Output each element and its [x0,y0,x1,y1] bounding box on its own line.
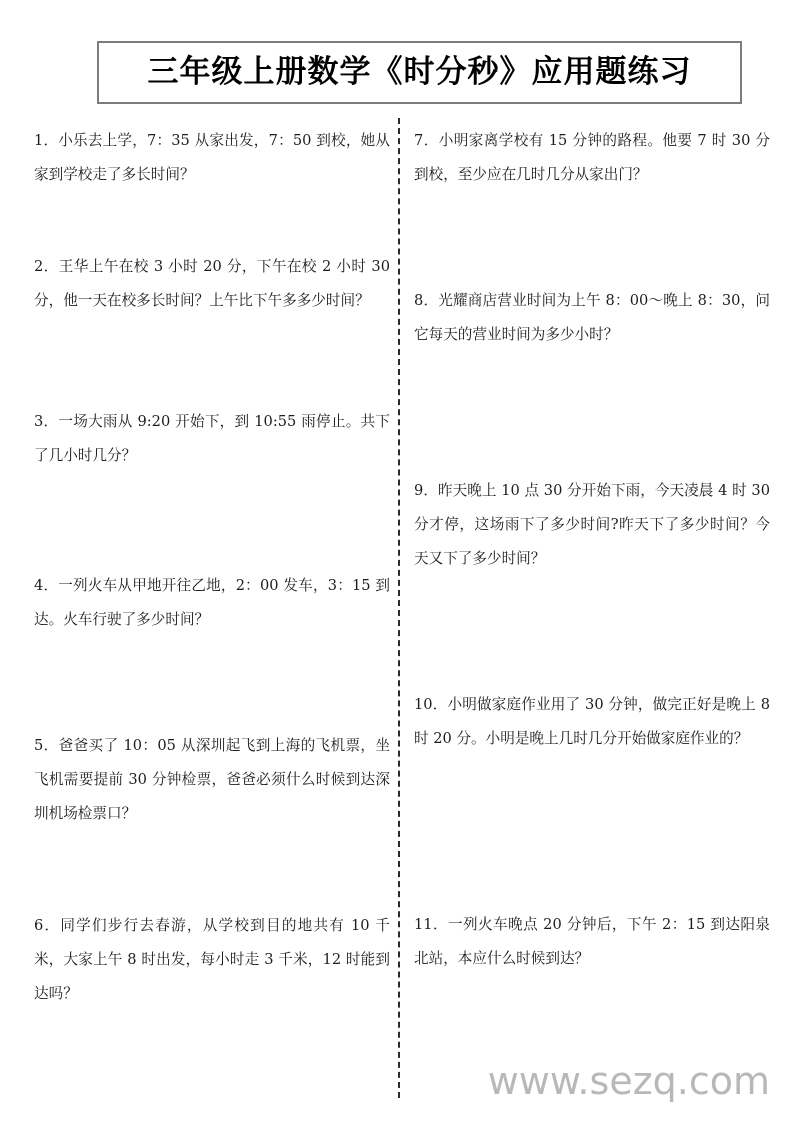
question-item-10: 10．小明做家庭作业用了 30 分钟，做完正好是晚上 8 时 20 分。小明是晚上几时几分开始做家庭作业的？ [414,696,770,747]
question-item-11: 11．一列火车晚点 20 分钟后，下午 2：15 到达阳泉北站，本应什么时候到达？ [414,916,770,967]
site-watermark: www.sezq.com [487,1059,770,1103]
question-item-3: 3．一场大雨从 9:20 开始下，到 10:55 雨停止。共下了几小时几分？ [34,413,390,464]
page-title: 三年级上册数学《时分秒》应用题练习 [147,54,692,90]
question-item-5: 5．爸爸买了 10：05 从深圳起飞到上海的飞机票，坐飞机需要提前 30 分钟检票，爸爸必须什么时候到达深圳机场检票口？ [34,737,390,822]
column-divider [398,118,400,1098]
worksheet-title-box [97,41,742,104]
question-item-4: 4．一列火车从甲地开往乙地，2：00 发车，3：15 到达。火车行驶了多少时间？ [34,577,390,628]
question-item-8: 8．光耀商店营业时间为上午 8：00～晚上 8：30，问它每天的营业时间为多少小时？ [414,292,770,343]
question-item-1: 1．小乐去上学，7：35 从家出发，7：50 到校，她从家到学校走了多长时间？ [34,132,390,183]
question-item-7: 7．小明家离学校有 15 分钟的路程。他要 7 时 30 分到校，至少应在几时几分从家出门？ [414,132,770,183]
question-item-9: 9．昨天晚上 10 点 30 分开始下雨，今天凌晨 4 时 30 分才停，这场雨下了多少时间?昨天下了多少时间？今天又下了多少时间？ [414,482,770,567]
question-item-2: 2．王华上午在校 3 小时 20 分，下午在校 2 小时 30 分，他一天在校多长时间？上午比下午多多少时间？ [34,258,390,309]
question-item-6: 6．同学们步行去春游，从学校到目的地共有 10 千米，大家上午 8 时出发，每小时走 3 千米，12 时能到达吗？ [34,917,390,1002]
